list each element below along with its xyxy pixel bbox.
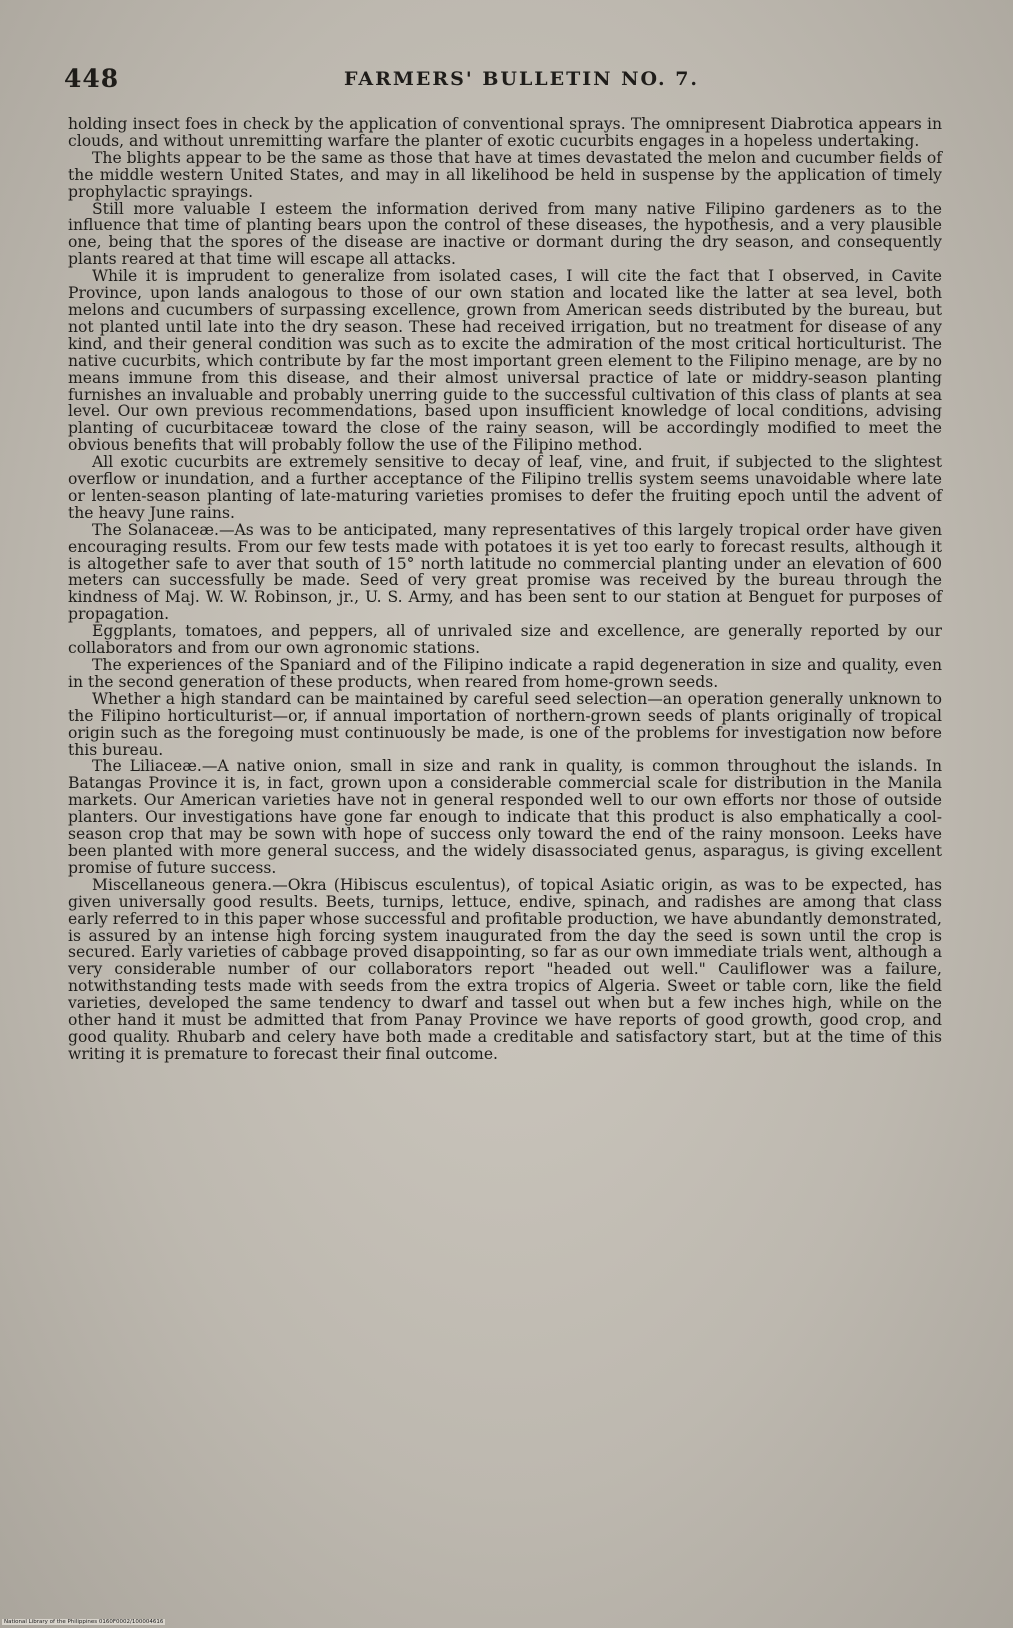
- paragraph-liliaceae: The Liliaceæ.—A native onion, small in size and rank in quality, is common throughout the islands. In Batangas Province it is, in fact, grown upon a considerable commercial scale for distribution in the Manila markets. Our American varieties have not in general responded well to our own efforts nor those of outside planters. Our investigations have gone far enough to indicate that this product is also emphatically a cool-season crop that may be sown with hope of success only toward the end of the rainy monsoon. Leeks have been planted with more general success, and the widely disassociated genus, asparagus, is giving excellent promise of future success.: [68, 757, 942, 877]
- body-text: [68, 116, 942, 1063]
- paragraph: While it is imprudent to generalize from isolated cases, I will cite the fact that I observed, in Cavite Province, upon lands analogous to those of our own station and located like the latter at sea level, both melons and cucumbers of surpassing excellence, grown from American seeds distributed by the bureau, but not planted until late into the dry season. These had received irrigation, but no treatment for disease of any kind, and their general condition was such as to excite the admiration of the most critical horticulturist. The native cucurbits, which contribute by far the most important green element to the Filipino menage, are by no means immune from this disease, and their almost universal practice of late or middry-season planting furnishes an invaluable and probably unerring guide to the successful cultivation of this class of plants at sea level. Our own previous recommendations, based upon insufficient knowledge of local conditions, advising planting of cucurbitaceæ toward the close of the rainy season, will be accordingly modified to meet the obvious benefits that will probably follow the use of the Filipino method.: [68, 267, 942, 455]
- page-header: [64, 64, 949, 94]
- paragraph: Eggplants, tomatoes, and peppers, all of unrivaled size and excellence, are generally reported by our collaborators and from our own agronomic stations.: [68, 622, 942, 658]
- paragraph: Whether a high standard can be maintained by careful seed selection—an operation generally unknown to the Filipino horticulturist—or, if annual importation of northern-grown seeds of plants originally of tropical origin such as the foregoing must continuously be made, is one of the problems for investigation now before this bureau.: [68, 689, 942, 759]
- paragraph: holding insect foes in check by the application of conventional sprays. The omnipresent Diabrotica appears in clouds, and without unremitting warfare the planter of exotic cucurbits engages in a hopeless undertaking.: [68, 115, 942, 150]
- paragraph: The blights appear to be the same as those that have at times devastated the melon and cucumber fields of the middle western United States, and may in all likelihood be held in suspense by the application of timely prophylactic sprayings.: [68, 148, 942, 201]
- page-number: 448: [64, 64, 120, 93]
- running-head: FARMERS' BULLETIN NO. 7.: [343, 68, 700, 90]
- paragraph: The experiences of the Spaniard and of the Filipino indicate a rapid degeneration in size and quality, even in the second generation of these products, when reared from home-grown seeds.: [68, 656, 942, 691]
- paragraph-miscellaneous-genera: Miscellaneous genera.—Okra (Hibiscus esculentus), of topical Asiatic origin, as was to be expected, has given universally good results. Beets, turnips, lettuce, endive, spinach, and radishes are among that class early referred to in this paper whose successful and profitable production, we have abundantly demonstrated, is assured by an intense high forcing system inaugurated from the day the seed is sown until the crop is secured. Early varieties of cabbage proved disappointing, so far as our own immediate trials went, although a very considerable number of our collaborators report "headed out well." Cauliflower was a failure, notwithstanding tests made with seeds from the extra tropics of Algeria. Sweet or table corn, like the field varieties, developed the same tendency to dwarf and tassel out when but a few inches high, while on the other hand it must be admitted that from Panay Province we have reports of good growth, good crop, and good quality. Rhubarb and celery have both made a creditable and satisfactory start, but at the time of this writing it is premature to forecast their final outcome.: [68, 875, 942, 1063]
- paragraph-solanaceae: The Solanaceæ.—As was to be anticipated, many representatives of this largely tropical order have given encouraging results. From our few tests made with potatoes it is yet too early to forecast results, although it is altogether safe to aver that south of 15° north latitude no commercial planting under an elevation of 600 meters can successfully be made. Seed of very great promise was received by the bureau through the kindness of Maj. W. W. Robinson, jr., U. S. Army, and has been sent to our station at Benguet for purposes of propagation.: [68, 520, 942, 624]
- paragraph: Still more valuable I esteem the information derived from many native Filipino gardeners as to the influence that time of planting bears upon the control of these diseases, the hypothesis, and a very plausible one, being that the spores of the disease are inactive or dormant during the dry season, and consequently plants reared at that time will escape all attacks.: [68, 199, 942, 269]
- scan-footer: National Library of the Philippines 0160F0002/100004616: [4, 1619, 164, 1625]
- paragraph: All exotic cucurbits are extremely sensitive to decay of leaf, vine, and fruit, if subjected to the slightest overflow or inundation, and a further acceptance of the Filipino trellis system seems unavoidable where late or lenten-season planting of late-maturing varieties promises to defer the fruiting epoch until the advent of the heavy June rains.: [68, 453, 942, 522]
